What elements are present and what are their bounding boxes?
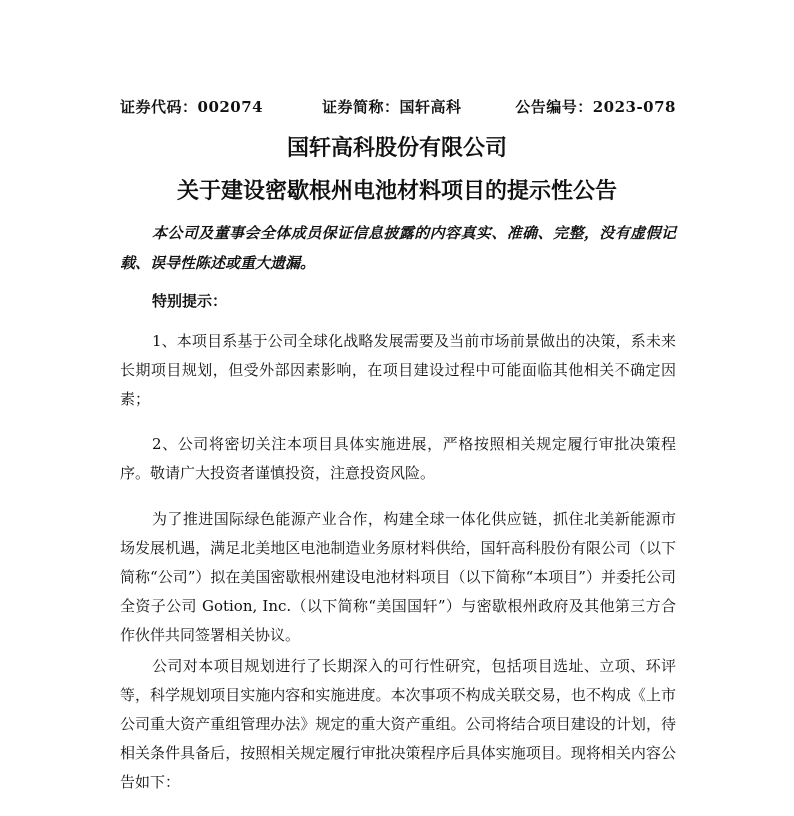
body-paragraph-plan: 公司对本项目规划进行了长期深入的可行性研究，包括项目选址、立项、环评等，科学规划项目实施内容和实施进度。本次事项不构成关联交易，也不构成《上市公司重大资产重组管理办法》规定的重大资产重组。公司将结合项目建设的计划，待相关条件具备后，按照相关规定履行审批决策程序后具体实施项目。现将相关内容公告如下： [120,657,676,791]
stock-code: 证券代码：002074 [120,98,264,116]
stock-abbreviation: 证券简称：国轩高科 [322,98,462,116]
special-note-1: 1、本项目系基于公司全球化战略发展需要及当前市场前景做出的决策，系未来长期项目规划，但受外部因素影响，在项目建设过程中可能面临其他相关不确定因素； [120,332,676,408]
announcement-number: 公告编号：2023-078 [515,98,676,116]
header-row [120,96,676,118]
special-notice-heading: 特别提示： [152,292,228,310]
board-statement: 本公司及董事会全体成员保证信息披露的内容真实、准确、完整，没有虚假记载、误导性陈述或重大遗漏。 [120,224,676,272]
company-title: 国轩高科股份有限公司 [286,136,507,161]
body-paragraph-intro: 为了推进国际绿色能源产业合作，构建全球一体化供应链，抓住北美新能源市场发展机遇，满足北美地区电池制造业务原材料供给，国轩高科股份有限公司（以下简称“公司”）拟在美国密歇根州建设电池材料项目（以下简称“本项目”）并委托公司全资子公司 Gotion, Inc.（以下简称“美国国轩”）与密歇根州政府及其他第三方合作伙伴共同签署相关协议。 [120,510,676,644]
announcement-title: 关于建设密歇根州电池材料项目的提示性公告 [176,179,617,204]
special-note-2: 2、公司将密切关注本项目具体实施进展，严格按照相关规定履行审批决策程序。敬请广大投资者谨慎投资，注意投资风险。 [120,435,676,482]
